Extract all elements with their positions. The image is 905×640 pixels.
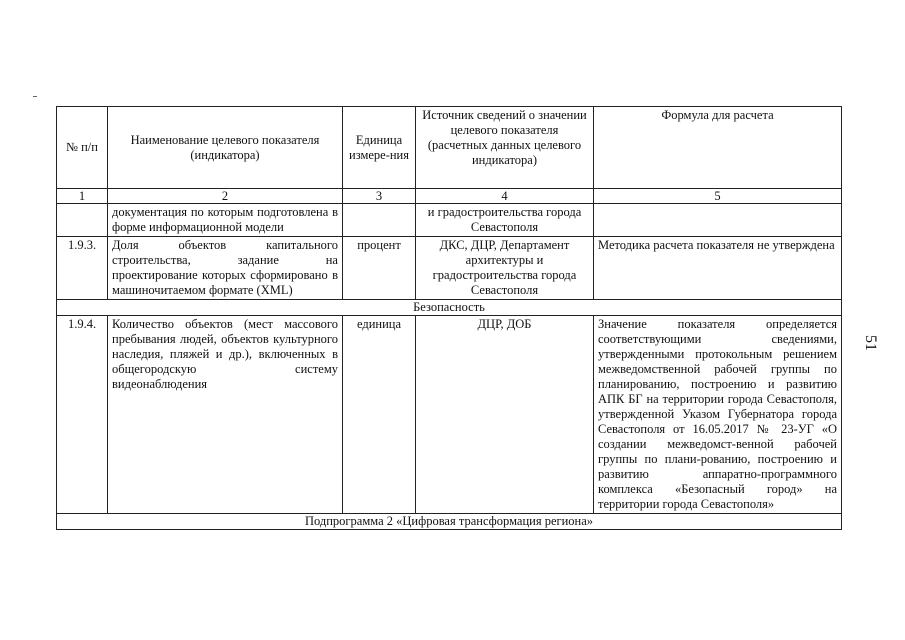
row-num: 1.9.3. — [57, 237, 108, 300]
header-name: Наименование целевого показателя (индикатора) — [108, 107, 343, 189]
section-title: Безопасность — [57, 300, 842, 316]
row-unit: единица — [343, 316, 416, 514]
header-row — [57, 107, 842, 189]
table-row — [57, 237, 842, 300]
col-number: 4 — [416, 189, 594, 204]
indicators-table — [56, 106, 842, 530]
row-unit: процент — [343, 237, 416, 300]
header-unit: Единица измере-ния — [343, 107, 416, 189]
header-source: Источник сведений о значении целевого показателя (расчетных данных целевого индикатора) — [416, 107, 594, 189]
subprogram-title: Подпрограмма 2 «Цифровая трансформация региона» — [57, 514, 842, 530]
column-number-row — [57, 189, 842, 204]
row-formula: Значение показателя определяется соответствующими сведениями, утвержденными протокольным решением межведомственной рабочей группы по планированию, построению и развитию АПК БГ на территории города Севастополя, утвержденной Указом Губернатора города Севастополя от 16.05.2017 № 23-УГ «О создании межведомст-венной рабочей группы по плани-рованию, построению и развитию аппаратно-программного комплекса «Безопасный город» на территории города Севастополя» — [594, 316, 842, 514]
row-num — [57, 204, 108, 237]
row-formula — [594, 204, 842, 237]
page-number: 51 — [862, 335, 879, 351]
row-name: Количество объектов (мест массового пребывания людей, объектов культурного наследия, пляжей и др.), включенных в общегородскую систему видеонаблюдения — [108, 316, 343, 514]
table-row — [57, 204, 842, 237]
row-source: ДКС, ДЦР, Департамент архитектуры и градостроительства города Севастополя — [416, 237, 594, 300]
row-num: 1.9.4. — [57, 316, 108, 514]
header-formula: Формула для расчета — [594, 107, 842, 189]
row-name: документация по которым подготовлена в форме информационной модели — [108, 204, 343, 237]
table-row — [57, 316, 842, 514]
row-formula: Методика расчета показателя не утверждена — [594, 237, 842, 300]
row-source: ДЦР, ДОБ — [416, 316, 594, 514]
row-name: Доля объектов капитального строительства, задание на проектирование которых сформировано в машиночитаемом формате (XML) — [108, 237, 343, 300]
col-number: 1 — [57, 189, 108, 204]
section-row — [57, 300, 842, 316]
col-number: 3 — [343, 189, 416, 204]
scan-speck — [33, 96, 37, 97]
col-number: 5 — [594, 189, 842, 204]
row-unit — [343, 204, 416, 237]
col-number: 2 — [108, 189, 343, 204]
subprogram-row — [57, 514, 842, 530]
row-source: и градостроительства города Севастополя — [416, 204, 594, 237]
header-num: № п/п — [57, 107, 108, 189]
